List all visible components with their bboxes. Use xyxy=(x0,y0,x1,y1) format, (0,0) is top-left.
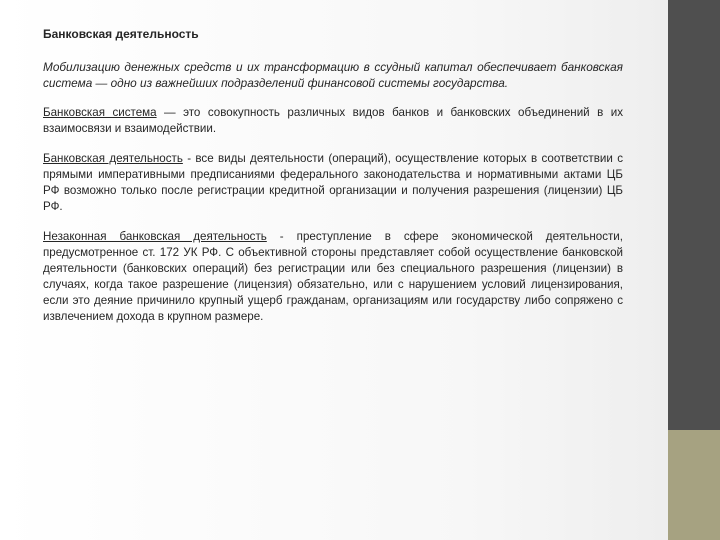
illegal-activity-paragraph xyxy=(43,229,623,325)
bank-activity-paragraph xyxy=(43,151,623,215)
bank-activity-term: Банковская деятельность xyxy=(43,152,183,165)
intro-paragraph: Мобилизацию денежных средств и их трансформацию в ссудный капитал обеспечивает банковская система — одно из важнейших подразделений финансовой системы государства. xyxy=(43,60,623,90)
side-bar-accent xyxy=(668,430,720,540)
slide-content xyxy=(43,26,623,339)
bank-system-definition: — это совокупность различных видов банков и банковских объединений в их взаимосвязи и взаимодействии. xyxy=(43,106,624,135)
bank-system-term: Банковская система xyxy=(43,106,157,119)
illegal-activity-term: Незаконная банковская деятельность xyxy=(43,230,267,243)
slide-title: Банковская деятельность xyxy=(43,27,199,41)
side-bar-dark xyxy=(668,0,720,430)
bank-activity-definition: - все виды деятельности (операций), осуществление которых в соответствии с прямыми императивными предписаниями федерального законодательства и нормативными актами ЦБ РФ возможно только после регистрации кредитной организации и получения разрешения (лицензии) ЦБ РФ. xyxy=(43,152,623,213)
bank-system-paragraph xyxy=(43,105,623,137)
illegal-activity-definition: - преступление в сфере экономической деятельности, предусмотренное ст. 172 УК РФ. С объективной стороны представляет собой осуществление банковской деятельности (банковских операций) без регистрации или без специального разрешения (лицензии) в случаях, когда такое разрешение (лицензия) обязательно, или с нарушением условий лицензирования, если это деяние причинило крупный ущерб гражданам, организациям или государству либо сопряжено с извлечением дохода в крупном размере. xyxy=(43,230,623,323)
